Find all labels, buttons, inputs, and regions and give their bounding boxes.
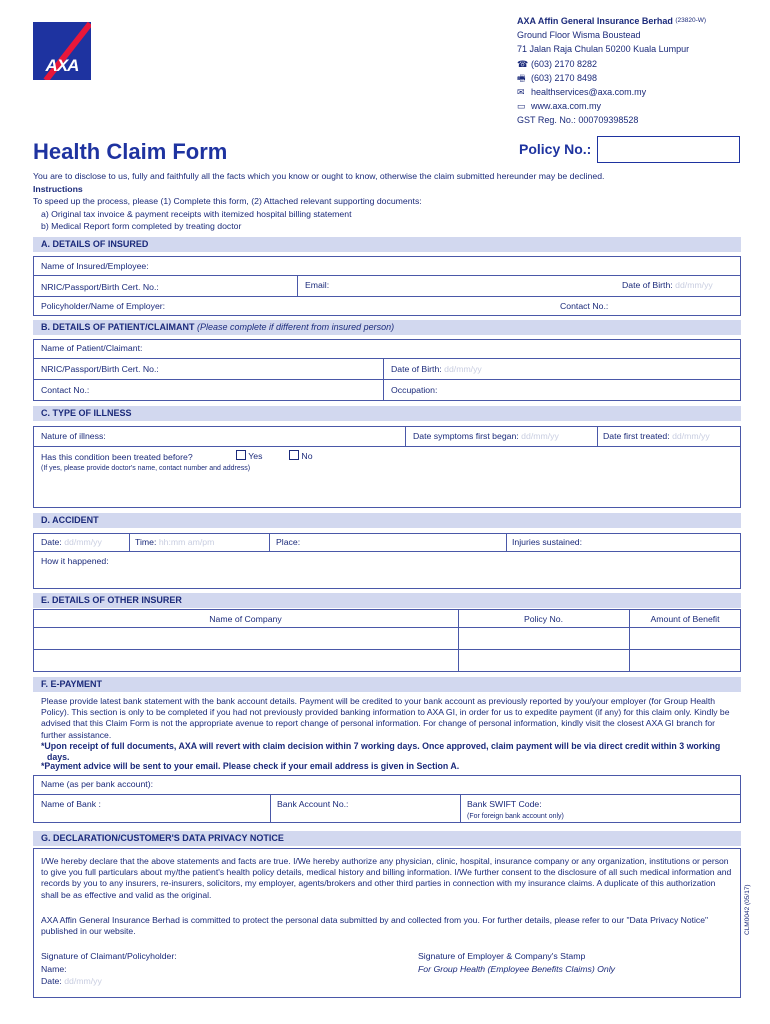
company-info	[517, 14, 706, 128]
email-icon: ✉	[517, 87, 525, 98]
email-address[interactable]: healthservices@axa.com.my	[531, 87, 647, 98]
claimant-name-label[interactable]: Name:	[41, 963, 67, 974]
patient-occupation-label[interactable]: Occupation:	[391, 385, 438, 395]
claimant-signature-block	[41, 950, 177, 988]
insured-email-label[interactable]: Email:	[305, 280, 330, 290]
form-title: Health Claim Form	[33, 139, 228, 164]
section-e-heading: E. DETAILS OF OTHER INSURER	[33, 593, 741, 608]
patient-contact-label[interactable]: Contact No.:	[41, 385, 90, 395]
epayment-note-2: *Payment advice will be sent to your email. Please check if your email address is given in Section A.	[41, 761, 460, 771]
nature-of-illness-label[interactable]: Nature of illness:	[41, 431, 106, 441]
yes-label: Yes	[248, 451, 263, 461]
policyholder-label[interactable]: Policyholder/Name of Employer:	[41, 301, 166, 311]
treated-before-note: (If yes, please provide doctor's name, contact number and address)	[41, 465, 251, 472]
epayment-paragraph: Please provide latest bank statement with the bank account details. Payment will be credited to your bank account as previously reported by you/your employer (for Group Health Policy). This section is only to be completed if you had not previously provided banking information to AXA GI, in order for us to expedite payment (if any) for this claim only. Kindly be advised that this Claim Form is not the appropriate avenue to report change of personal information. For change of personal information, kindly visit the closest AXA GI branch for further assistance.	[41, 696, 730, 740]
intro-text	[33, 170, 743, 233]
no-checkbox[interactable]	[289, 450, 299, 460]
patient-dob-label[interactable]: Date of Birth: dd/mm/yy	[391, 364, 482, 374]
section-d-heading: D. ACCIDENT	[33, 513, 741, 528]
instructions-a: a) Original tax invoice & payment receipts with itemized hospital billing statement	[41, 208, 352, 219]
patient-nric-label[interactable]: NRIC/Passport/Birth Cert. No.:	[41, 364, 159, 374]
col-policy-no: Policy No.	[523, 614, 564, 624]
no-option[interactable]	[289, 450, 313, 462]
col-amount-of-benefit: Amount of Benefit	[650, 614, 720, 624]
section-c-heading: C. TYPE OF ILLNESS	[33, 406, 741, 421]
gst-reg: GST Reg. No.: 000709398528	[517, 115, 639, 126]
section-f-heading: F. E-PAYMENT	[33, 677, 741, 692]
logo-text: AXA	[45, 56, 79, 75]
accident-date-label[interactable]: Date: dd/mm/yy	[41, 537, 102, 547]
address-line1: Ground Floor Wisma Boustead	[517, 30, 641, 41]
patient-name-label[interactable]: Name of Patient/Claimant:	[41, 343, 143, 353]
section-b-heading: B. DETAILS OF PATIENT/CLAIMANT (Please complete if different from insured person)	[33, 320, 741, 335]
policy-no-field[interactable]	[597, 136, 740, 163]
yes-option[interactable]	[236, 450, 262, 462]
accident-date-placeholder: dd/mm/yy	[64, 537, 102, 547]
company-reg-no: (23820-W)	[675, 17, 707, 24]
computer-icon: ▭	[517, 101, 526, 112]
symptoms-date-placeholder: dd/mm/yy	[521, 431, 559, 441]
section-a-heading: A. DETAILS OF INSURED	[33, 237, 741, 252]
yes-checkbox[interactable]	[236, 450, 246, 460]
website[interactable]: www.axa.com.my	[531, 101, 602, 112]
insured-dob-label[interactable]: Date of Birth: dd/mm/yy	[622, 280, 713, 290]
address-line2: 71 Jalan Raja Chulan 50200 Kuala Lumpur	[517, 44, 690, 55]
insured-dob-placeholder: dd/mm/yy	[675, 280, 713, 290]
swift-code-note: (For foreign bank account only)	[467, 813, 564, 820]
patient-dob-placeholder: dd/mm/yy	[444, 364, 482, 374]
employer-signature-note: For Group Health (Employee Benefits Claims) Only	[418, 963, 615, 974]
section-g-heading: G. DECLARATION/CUSTOMER'S DATA PRIVACY NOTICE	[33, 831, 741, 846]
claimant-date-placeholder: dd/mm/yy	[64, 976, 102, 986]
first-treated-placeholder: dd/mm/yy	[672, 431, 710, 441]
policy-no-label: Policy No.:	[519, 141, 592, 157]
axa-logo	[33, 22, 91, 80]
injuries-label[interactable]: Injuries sustained:	[512, 537, 583, 547]
claimant-date-label[interactable]: Date: dd/mm/yy	[41, 976, 102, 986]
phone-icon: ☎	[517, 58, 529, 69]
account-name-label[interactable]: Name (as per bank account):	[41, 779, 154, 789]
accident-place-label[interactable]: Place:	[276, 537, 301, 547]
instructions-line1: To speed up the process, please (1) Complete this form, (2) Attached relevant supporting documents:	[33, 196, 422, 206]
fax-number: (603) 2170 8498	[531, 72, 598, 83]
how-it-happened-label[interactable]: How it happened:	[41, 556, 109, 566]
instructions-b: b) Medical Report form completed by treating doctor	[41, 221, 242, 231]
phone-number: (603) 2170 8282	[531, 58, 598, 69]
fax-icon: 🖷	[517, 72, 526, 83]
accident-time-label[interactable]: Time: hh:mm am/pm	[135, 537, 215, 547]
col-name-of-company: Name of Company	[209, 614, 282, 624]
treated-before-label: Has this condition been treated before?	[41, 452, 193, 462]
employer-signature-block	[418, 950, 615, 975]
bank-account-no-label[interactable]: Bank Account No.:	[277, 799, 349, 809]
insured-nric-label[interactable]: NRIC/Passport/Birth Cert. No.:	[41, 282, 159, 292]
declaration-paragraph: I/We hereby declare that the above statements and facts are true. I/We hereby authorize any physician, clinic, hospital, insurance company or any organization, institutions or person to give you full particulars about my/the patient's health policy details, medical history and billing information. I/We further consent to the disclosure of all such medical information and records by you to any insurers, re-insurers, solicitors, my employer, agents/brokers and other third parties in connection with my insurance claims. A duplicate of this authorization shall be as effective and valid as the original.	[41, 856, 732, 900]
accident-time-placeholder: hh:mm am/pm	[158, 537, 215, 547]
first-treated-label[interactable]: Date first treated: dd/mm/yy	[603, 431, 710, 441]
insured-name-label[interactable]: Name of Insured/Employee:	[41, 261, 149, 271]
symptoms-date-label[interactable]: Date symptoms first began: dd/mm/yy	[413, 431, 559, 441]
swift-code-label[interactable]: Bank SWIFT Code:	[467, 799, 542, 809]
bank-name-label[interactable]: Name of Bank :	[41, 799, 101, 809]
instructions-heading: Instructions	[33, 183, 83, 194]
employer-signature-label[interactable]: Signature of Employer & Company's Stamp	[418, 951, 586, 961]
section-b-note: (Please complete if different from insured person)	[197, 322, 395, 332]
privacy-paragraph: AXA Affin General Insurance Berhad is committed to protect the personal data submitted by and collected from you. For further details, please refer to our "Data Privacy Notice" published in our website.	[41, 915, 709, 937]
insured-contact-label[interactable]: Contact No.:	[560, 301, 609, 311]
epayment-note-1: *Upon receipt of full documents, AXA will revert with claim decision within 7 working days. Once approved, claim payment will be via direct credit within 3 working days.	[41, 741, 721, 762]
claimant-signature-label[interactable]: Signature of Claimant/Policyholder:	[41, 951, 177, 961]
company-name: AXA Affin General Insurance Berhad	[517, 16, 673, 26]
no-label: No	[301, 451, 313, 461]
form-code: CLM0042 (05/17)	[744, 884, 751, 935]
disclosure-text: You are to disclose to us, fully and faithfully all the facts which you know or ought to know, otherwise the claim submitted hereunder may be declined.	[33, 171, 605, 181]
